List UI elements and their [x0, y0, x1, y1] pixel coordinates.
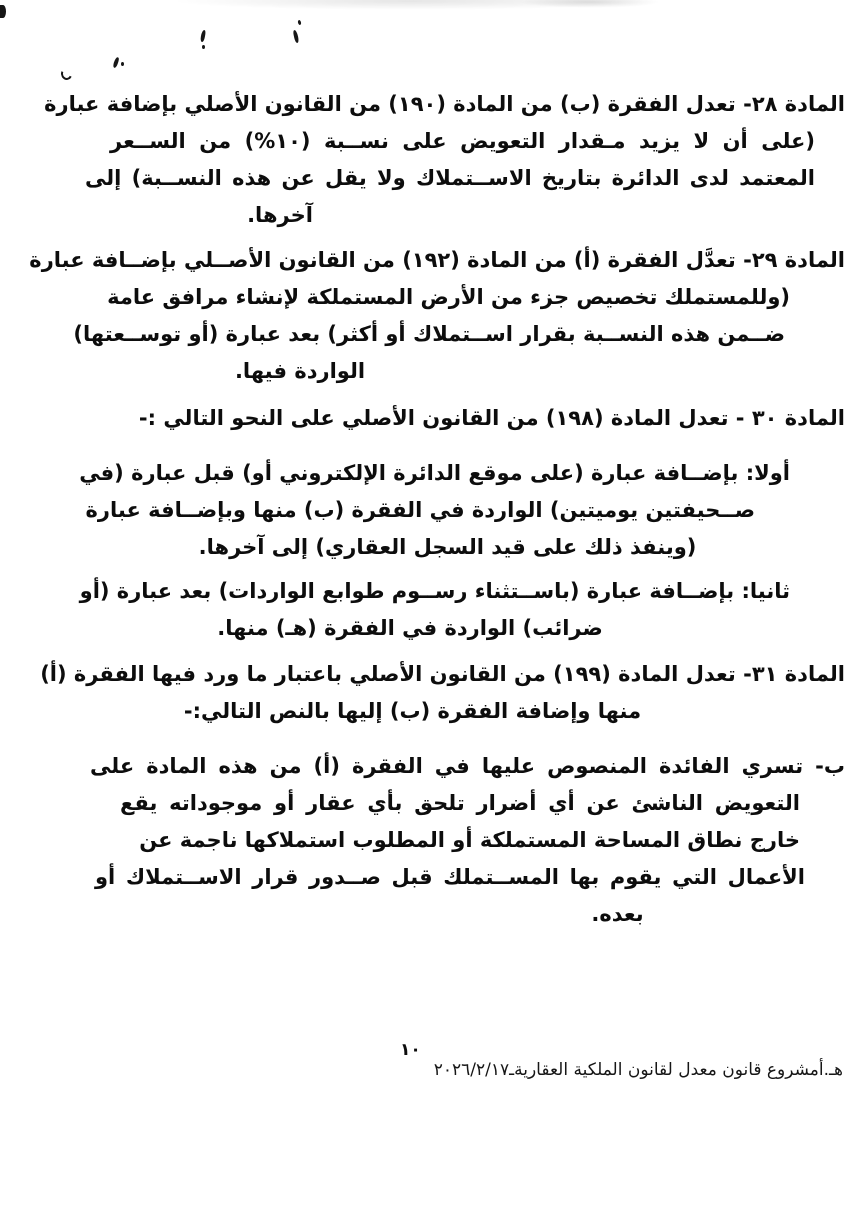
text-line: ب- تسري الفائدة المنصوص عليها في الفقرة (أ) من هذه المادة على — [90, 754, 845, 778]
text-line: ضرائب) الواردة في الفقرة (هـ) منها. — [217, 616, 603, 640]
text-line: المادة ٣١- تعدل المادة (١٩٩) من القانون الأصلي باعتبار ما ورد فيها الفقرة (أ) — [40, 662, 845, 686]
text-line: التعويض الناشئ عن أي أضرار تلحق بأي عقار أو موجوداته يقع — [120, 791, 800, 815]
scan-smudge — [170, 0, 650, 10]
article-31 — [40, 656, 845, 730]
paragraph-b — [85, 748, 845, 933]
text-line: بعده. — [591, 902, 644, 926]
scan-artifact — [202, 45, 205, 49]
text-line: (على أن لا يزيد مـقدار التعويض على نســبة (١٠%) من الســعر — [110, 129, 815, 153]
scan-artifact — [112, 57, 119, 69]
scan-artifact — [0, 5, 6, 18]
article-29 — [29, 242, 845, 390]
article-28 — [44, 86, 845, 234]
text-line: ثانيا: بإضــافة عبارة (باســتثناء رســوم طوابع الواردات) بعد عبارة (أو — [79, 579, 790, 603]
article-30-first-clause — [79, 455, 845, 566]
page-number: ١٠ — [400, 1040, 421, 1060]
text-line: صــحيفتين يوميتين) الواردة في الفقرة (ب) منها وبإضــافة عبارة — [85, 498, 755, 522]
text-line: المادة ٢٩- تعدَّل الفقرة (أ) من المادة (١٩٢) من القانون الأصــلي بإضــافة عبارة — [29, 248, 845, 272]
text-line: خارج نطاق المساحة المستملكة أو المطلوب استملاكها ناجمة عن — [139, 828, 800, 852]
text-line: أولا: بإضــافة عبارة (على موقع الدائرة الإلكتروني أو) قبل عبارة (في — [79, 461, 790, 485]
article-30-second-clause — [79, 573, 845, 647]
text-line: ضــمن هذه النســبة بقرار اســتملاك أو أكثر) بعد عبارة (أو توســعتها) — [73, 322, 785, 346]
text-line: (وللمستملك تخصيص جزء من الأرض المستملكة لإنشاء مرافق عامة — [107, 285, 790, 309]
scan-artifact — [293, 30, 300, 44]
text-line: الأعمال التي يقوم بها المســتملك قبل صــدور قرار الاســتملاك أو — [95, 865, 805, 889]
text-line: منها وإضافة الفقرة (ب) إليها بالنص التالي:- — [183, 699, 642, 723]
scan-artifact — [59, 66, 73, 81]
text-line: الواردة فيها. — [234, 359, 366, 383]
scan-smudge — [520, 0, 660, 8]
scan-artifact — [200, 30, 206, 43]
footer-note: هـ.أمشروع قانون معدل لقانون الملكية العقاريةـ٢٠٢٦/٢/١٧ — [433, 1060, 843, 1080]
text-line: (وينفذ ذلك على قيد السجل العقاري) إلى آخرها. — [198, 535, 697, 559]
text-line: آخرها. — [247, 203, 313, 227]
text-line: المادة ٣٠ - تعدل المادة (١٩٨) من القانون الأصلي على النحو التالي :- — [138, 406, 845, 430]
scan-artifact — [121, 62, 124, 66]
scan-artifact — [297, 20, 301, 26]
text-line: المعتمد لدى الدائرة بتاريخ الاســتملاك ولا يقل عن هذه النســبة) إلى — [85, 166, 815, 190]
text-line: المادة ٢٨- تعدل الفقرة (ب) من المادة (١٩٠) من القانون الأصلي بإضافة عبارة — [44, 92, 845, 116]
article-30-heading — [85, 400, 845, 437]
